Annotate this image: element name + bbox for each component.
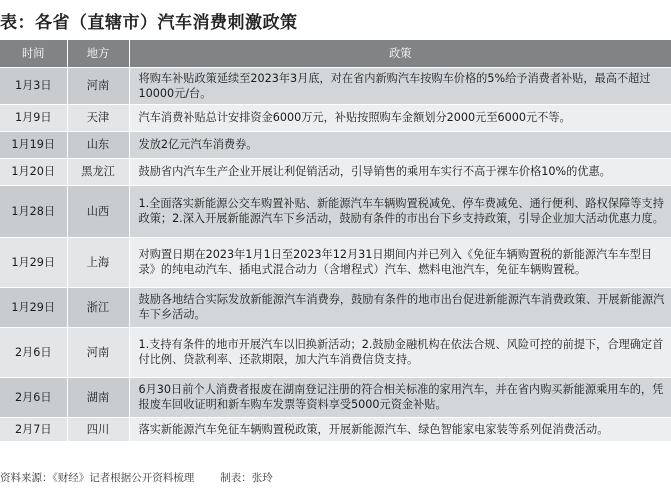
cell-place: 上海 bbox=[67, 237, 129, 287]
table-row bbox=[0, 185, 671, 237]
cell-place: 黑龙江 bbox=[67, 158, 129, 185]
maker-note: 制表：张玲 bbox=[220, 472, 273, 484]
header-place: 地方 bbox=[67, 40, 129, 67]
policy-table bbox=[0, 40, 671, 442]
table-row bbox=[0, 237, 671, 287]
cell-date: 1月20日 bbox=[0, 158, 67, 185]
cell-place: 河南 bbox=[67, 67, 129, 104]
header-row bbox=[0, 40, 671, 67]
cell-policy: 对购置日期在2023年1月1日至2023年12月31日期间内并已列入《免征车辆购置税的新能源汽车车型目录》的纯电动汽车、插电式混合动力（含增程式）汽车、燃料电池汽车，免征车辆购置税。 bbox=[129, 237, 671, 287]
cell-date: 1月9日 bbox=[0, 104, 67, 131]
cell-place: 四川 bbox=[67, 417, 129, 441]
cell-date: 1月29日 bbox=[0, 287, 67, 327]
header-policy: 政策 bbox=[129, 40, 671, 67]
cell-place: 河南 bbox=[67, 327, 129, 377]
cell-policy: 6月30日前个人消费者报废在湖南登记注册的符合相关标准的家用汽车，并在省内购买新能源乘用车的，凭报废车回收证明和新车购车发票等资料享受5000元资金补贴。 bbox=[129, 377, 671, 417]
cell-place: 山东 bbox=[67, 131, 129, 158]
table-row bbox=[0, 377, 671, 417]
cell-policy: 发放2亿元汽车消费券。 bbox=[129, 131, 671, 158]
cell-policy: 落实新能源汽车免征车辆购置税政策，开展新能源汽车、绿色智能家电家装等系列促消费活动。 bbox=[129, 417, 671, 441]
header-date: 时间 bbox=[0, 40, 67, 67]
cell-policy: 1.全面落实新能源公交车购置补贴、新能源汽车车辆购置税减免、停车费减免、通行便利、路权保障等支持政策；2.深入开展新能源汽车下乡活动，鼓励有条件的市出台下乡支持政策，引导企业加大活动优惠力度。 bbox=[129, 185, 671, 237]
cell-policy: 鼓励省内汽车生产企业开展让利促销活动，引导销售的乘用车实行不高于裸车价格10%的优惠。 bbox=[129, 158, 671, 185]
cell-place: 湖南 bbox=[67, 377, 129, 417]
cell-place: 天津 bbox=[67, 104, 129, 131]
footer bbox=[0, 470, 273, 485]
cell-date: 2月6日 bbox=[0, 377, 67, 417]
cell-place: 浙江 bbox=[67, 287, 129, 327]
cell-date: 2月6日 bbox=[0, 327, 67, 377]
table-row bbox=[0, 67, 671, 104]
table-row bbox=[0, 158, 671, 185]
table-row bbox=[0, 417, 671, 441]
source-note: 资料来源：《财经》记者根据公开资料梳理 bbox=[0, 472, 195, 484]
cell-date: 1月3日 bbox=[0, 67, 67, 104]
table-row bbox=[0, 287, 671, 327]
cell-place: 山西 bbox=[67, 185, 129, 237]
cell-policy: 将购车补贴政策延续至2023年3月底，对在省内新购汽车按购车价格的5%给予消费者补贴，最高不超过10000元/台。 bbox=[129, 67, 671, 104]
table-row bbox=[0, 104, 671, 131]
cell-policy: 鼓励各地结合实际发放新能源汽车消费券，鼓励有条件的地市出台促进新能源汽车消费政策、开展新能源汽车下乡活动。 bbox=[129, 287, 671, 327]
table-title: 表：各省（直辖市）汽车消费刺激政策 bbox=[0, 13, 298, 33]
table-row bbox=[0, 131, 671, 158]
cell-date: 1月28日 bbox=[0, 185, 67, 237]
table-row bbox=[0, 327, 671, 377]
cell-date: 2月7日 bbox=[0, 417, 67, 441]
cell-date: 1月19日 bbox=[0, 131, 67, 158]
cell-policy: 1.支持有条件的地市开展汽车以旧换新活动；2.鼓励金融机构在依法合规、风险可控的前提下，合理确定首付比例、贷款利率、还款期限，加大汽车消费信贷支持。 bbox=[129, 327, 671, 377]
cell-policy: 汽车消费补贴总计安排资金6000万元，补贴按照购车金额划分2000元至6000元不等。 bbox=[129, 104, 671, 131]
cell-date: 1月29日 bbox=[0, 237, 67, 287]
